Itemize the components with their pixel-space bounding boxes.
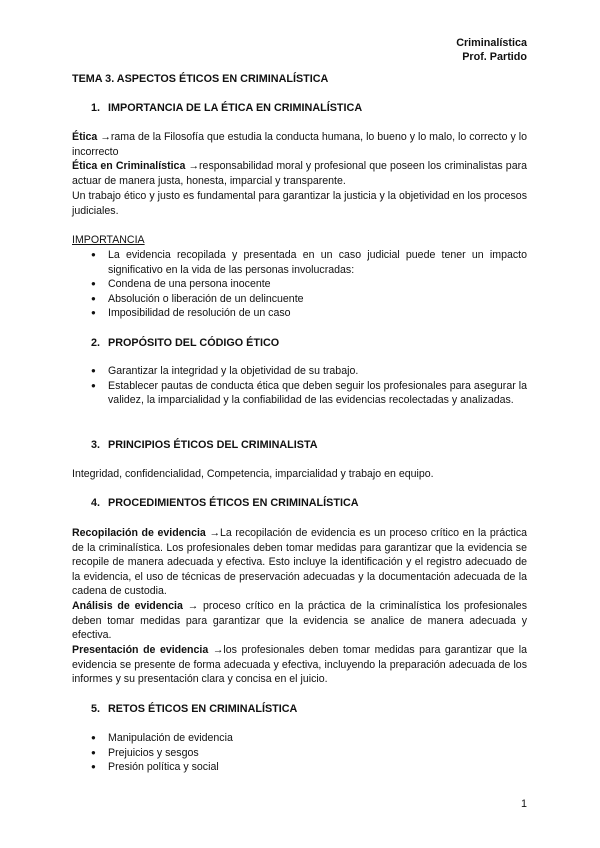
section-title: RETOS ÉTICOS EN CRIMINALÍSTICA <box>108 703 298 715</box>
retos-list <box>91 731 527 775</box>
term: Análisis de evidencia <box>72 600 183 612</box>
section-1-heading <box>91 101 362 116</box>
header-subject: Criminalística <box>456 37 527 49</box>
section-number: 1. <box>91 102 101 114</box>
principios-text: Integridad, confidencialidad, Competencia, imparcialidad y trabajo en equipo. <box>72 468 434 480</box>
analisis-paragraph <box>72 599 527 643</box>
term: Recopilación de evidencia <box>72 527 206 539</box>
etica-definition <box>72 130 527 159</box>
list-item: ● Presión política y social <box>91 760 527 775</box>
section-title: PROPÓSITO DEL CÓDIGO ÉTICO <box>108 337 280 349</box>
list-item: ● Imposibilidad de resolución de un caso <box>91 306 527 321</box>
term: Ética <box>72 131 98 143</box>
recopilacion-paragraph <box>72 526 527 599</box>
definition: →los profesionales deben tomar medidas para garantizar que la evidencia se presente de forma adecuada y efectiva, incluyendo la preparación adecuada de los informes y su presentación clara y concisa en el juicio. <box>72 644 527 686</box>
section-2-heading <box>91 336 279 351</box>
section-title: PRINCIPIOS ÉTICOS DEL CRIMINALISTA <box>108 439 318 451</box>
section-number: 5. <box>91 703 101 715</box>
etica-criminalistica-definition <box>72 159 527 188</box>
section-4-heading <box>91 496 359 511</box>
list-item: ● Garantizar la integridad y la objetividad de su trabajo. <box>91 364 527 379</box>
page-number: 1 <box>520 798 527 810</box>
proposito-list <box>91 364 527 408</box>
section-title: IMPORTANCIA DE LA ÉTICA EN CRIMINALÍSTICA <box>108 102 363 114</box>
importancia-label: IMPORTANCIA <box>72 234 145 246</box>
importancia-list <box>91 248 527 321</box>
definition: →responsabilidad moral y profesional que poseen los criminalistas para actuar de manera justa, honesta, imparcial y transparente. <box>72 160 528 187</box>
term: Ética en Criminalística <box>72 160 186 172</box>
definition: →rama de la Filosofía que estudia la conducta humana, lo bueno y lo malo, lo correcto y lo incorrecto <box>72 131 527 158</box>
list-item: ● La evidencia recopilada y presentada en un caso judicial puede tener un impacto significativo en la vida de las personas involucradas: <box>91 248 527 277</box>
definition: → proceso crítico en la práctica de la criminalística los profesionales deben tomar medidas para garantizar que la evidencia se analice de manera adecuada y efectiva. <box>72 600 527 642</box>
trabajo-paragraph: Un trabajo ético y justo es fundamental para garantizar la justicia y la objetividad en los procesos judiciales. <box>72 190 527 217</box>
list-item: ● Absolución o liberación de un delincuente <box>91 292 527 307</box>
list-item: ● Establecer pautas de conducta ética que deben seguir los profesionales para asegurar la validez, la imparcialidad y la confiabilidad de las evidencias recolectadas y analizadas. <box>91 379 527 408</box>
header-professor: Prof. Partido <box>462 51 527 63</box>
section-number: 2. <box>91 337 101 349</box>
section-3-heading <box>91 438 318 453</box>
section-title: PROCEDIMIENTOS ÉTICOS EN CRIMINALÍSTICA <box>108 497 359 509</box>
page-header <box>456 36 527 64</box>
section-number: 4. <box>91 497 101 509</box>
section-5-heading <box>91 702 297 717</box>
list-item: ● Prejuicios y sesgos <box>91 746 527 761</box>
list-item: ● Condena de una persona inocente <box>91 277 527 292</box>
document-title: TEMA 3. ASPECTOS ÉTICOS EN CRIMINALÍSTICA <box>72 73 329 85</box>
definition: →La recopilación de evidencia es un proceso crítico en la práctica de la criminalística. Los profesionales deben tomar medidas para garantizar que la evidencia se recopile de manera adecuada y efectiva. Esto incluye la identificación y el registro adecuado de la evidencia, el uso de técnicas de preservación adecuadas y la documentación adecuada de la cadena de custodia. <box>72 527 528 598</box>
term: Presentación de evidencia <box>72 644 209 656</box>
list-item: ● Manipulación de evidencia <box>91 731 527 746</box>
section-number: 3. <box>91 439 101 451</box>
presentacion-paragraph <box>72 643 527 687</box>
